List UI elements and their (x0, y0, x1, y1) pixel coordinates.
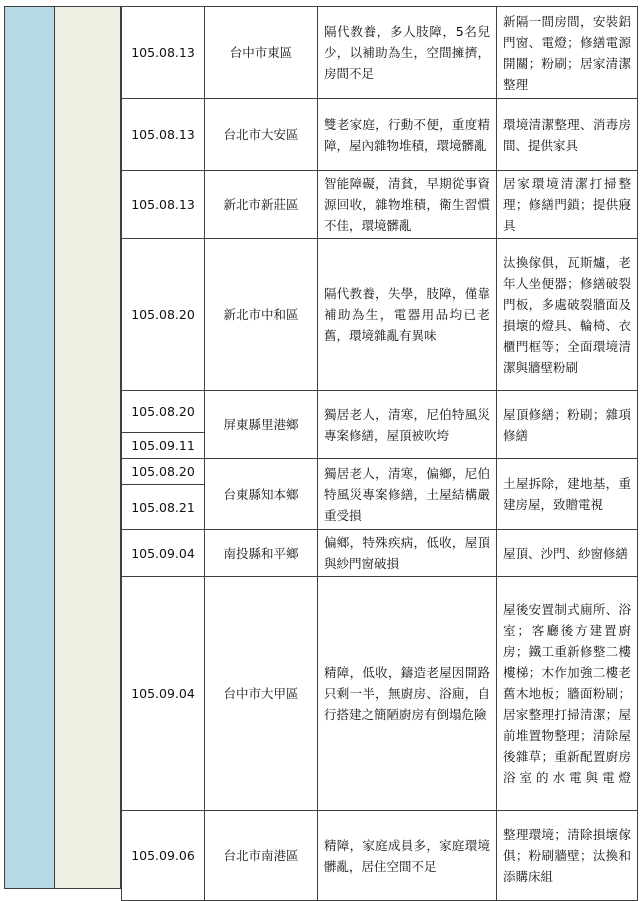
assistance-cell: 屋後安置制式廁所、浴室；客廳後方建置廚房；鐵工重新修整二樓樓梯；木作加強二樓老舊木地板；牆面粉刷；居家整理打掃清潔；屋前堆置物整理；清除屋後雜草；重新配置廚房浴室的水電與電燈 (497, 577, 638, 811)
table-row (122, 7, 638, 99)
situation-cell: 精障，低收，鑄造老屋因開路只剩一半，無廚房、浴廁，自行搭建之簡陋廚房有倒塌危險 (318, 577, 497, 811)
assistance-cell: 汰換傢俱，瓦斯爐，老年人坐便器；修繕破裂門板，多處破裂牆面及損壞的燈具、輪椅、衣櫃門框等；全面環境清潔與牆壁粉刷 (497, 239, 638, 391)
location-cell: 台中市大甲區 (205, 577, 318, 811)
situation-cell: 智能障礙，清貧，早期從事資源回收，雜物堆積，衛生習慣不佳，環境髒亂 (318, 171, 497, 239)
assistance-cell: 居家環境清潔打掃整理；修繕門鎖；提供寢具 (497, 171, 638, 239)
situation-cell: 獨居老人，清寒，尼伯特風災專案修繕，屋頂被吹垮 (318, 391, 497, 459)
table-row (122, 391, 638, 433)
situation-cell: 隔代教養，多人肢障，5名兒少，以補助為生，空間擁擠，房間不足 (318, 7, 497, 99)
left-category-band (4, 6, 55, 889)
date-cell: 105.08.13 (122, 99, 205, 171)
assistance-cell: 整理環境；清除損壞傢俱；粉刷牆壁；汰換和添購床組 (497, 811, 638, 901)
assistance-cell: 屋頂修繕；粉刷；雜項修繕 (497, 391, 638, 459)
location-cell: 台北市大安區 (205, 99, 318, 171)
date-cell: 105.08.21 (122, 485, 205, 530)
situation-cell: 獨居老人，清寒，偏鄉，尼伯特風災專案修繕，土屋結構嚴重受損 (318, 459, 497, 530)
location-cell: 新北市新莊區 (205, 171, 318, 239)
date-cell: 105.09.11 (122, 433, 205, 459)
home-repair-records-table (121, 6, 638, 901)
situation-cell: 精障，家庭成員多，家庭環境髒亂，居住空間不足 (318, 811, 497, 901)
date-cell: 105.08.13 (122, 171, 205, 239)
location-cell: 台東縣知本鄉 (205, 459, 318, 530)
situation-cell: 隔代教養，失學，肢障，僅靠補助為生，電器用品均已老舊，環境雜亂有異味 (318, 239, 497, 391)
situation-cell: 偏鄉，特殊疾病，低收，屋頂與紗門窗破損 (318, 530, 497, 577)
date-cell: 105.08.20 (122, 391, 205, 433)
table-row (122, 577, 638, 811)
table-row (122, 171, 638, 239)
table-row (122, 459, 638, 485)
date-cell: 105.09.06 (122, 811, 205, 901)
assistance-cell: 屋頂、沙門、紗窗修繕 (497, 530, 638, 577)
table-row (122, 811, 638, 901)
assistance-cell: 土屋拆除，建地基，重建房屋，致贈電視 (497, 459, 638, 530)
location-cell: 台北市南港區 (205, 811, 318, 901)
table-row (122, 239, 638, 391)
date-cell: 105.08.20 (122, 459, 205, 485)
table-row (122, 530, 638, 577)
date-cell: 105.08.13 (122, 7, 205, 99)
left-subcategory-band (55, 6, 121, 889)
assistance-cell: 新隔一間房間，安裝鋁門窗、電燈；修繕電源開關；粉刷；居家清潔整理 (497, 7, 638, 99)
location-cell: 新北市中和區 (205, 239, 318, 391)
situation-cell: 雙老家庭，行動不便，重度精障，屋內雜物堆積，環境髒亂 (318, 99, 497, 171)
date-cell: 105.08.20 (122, 239, 205, 391)
assistance-cell: 環境清潔整理、消毒房間、提供家具 (497, 99, 638, 171)
location-cell: 台中市東區 (205, 7, 318, 99)
date-cell: 105.09.04 (122, 530, 205, 577)
date-cell: 105.09.04 (122, 577, 205, 811)
location-cell: 南投縣和平鄉 (205, 530, 318, 577)
location-cell: 屏東縣里港鄉 (205, 391, 318, 459)
table-row (122, 99, 638, 171)
